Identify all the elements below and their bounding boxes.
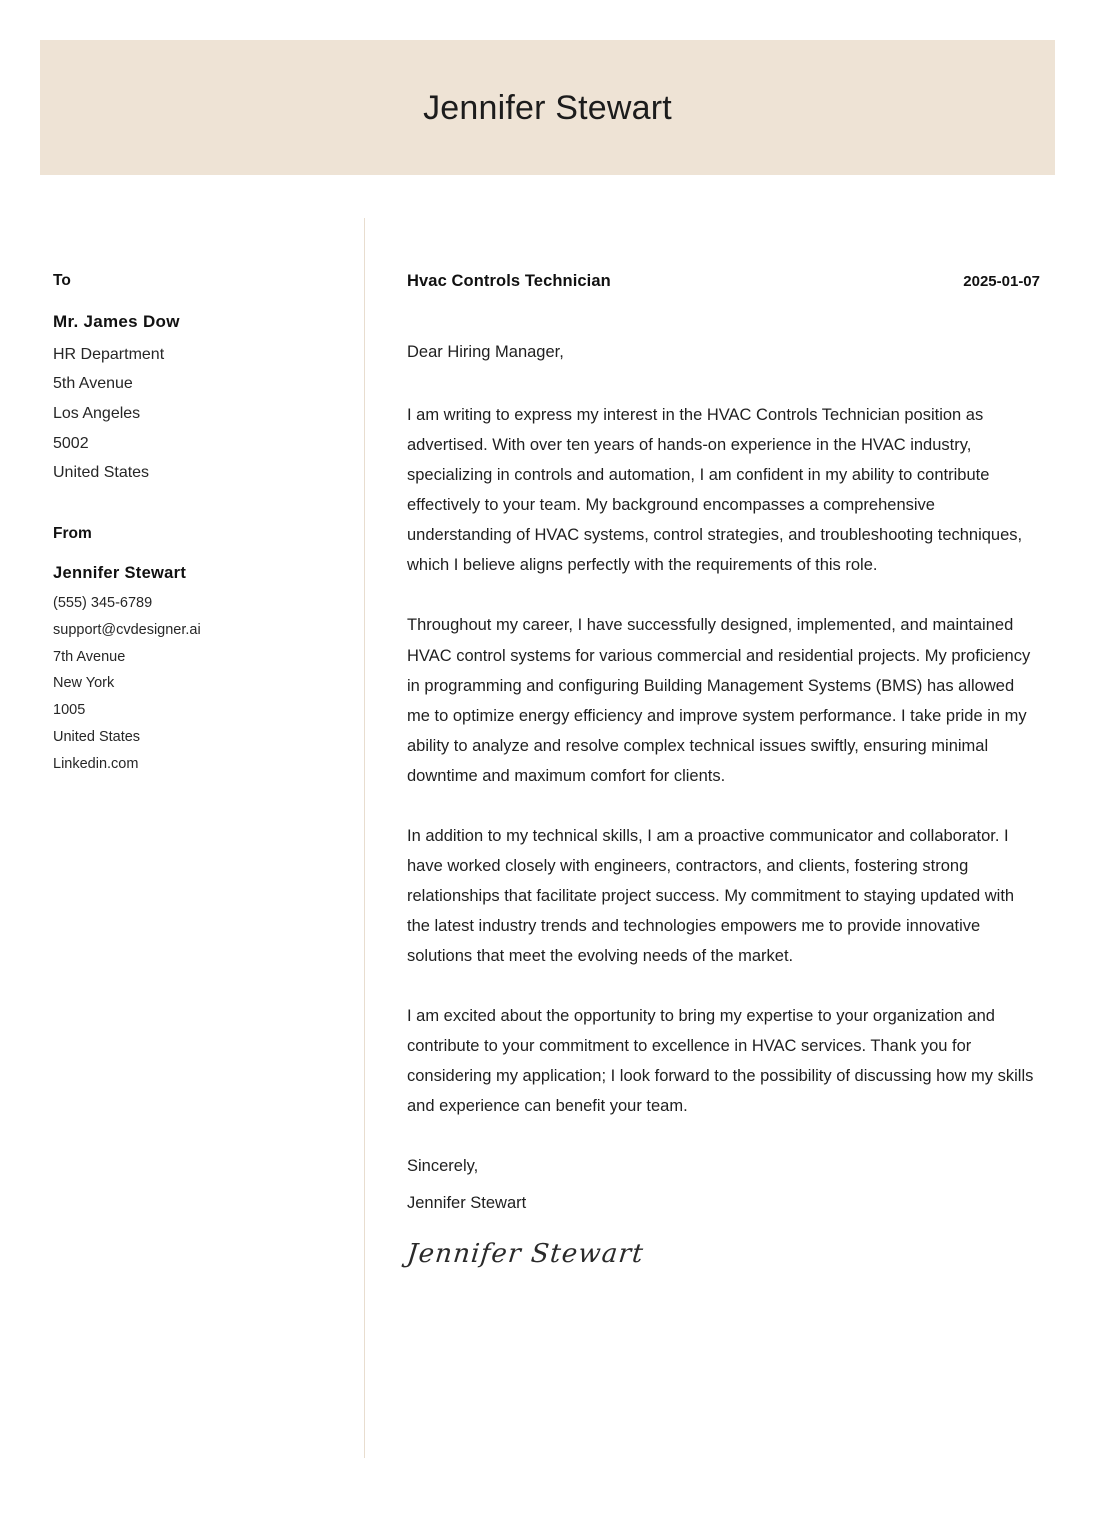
from-label: From: [53, 524, 92, 542]
sender-website: Linkedin.com: [53, 755, 139, 772]
recipient-line: 5002: [53, 434, 89, 452]
to-label: To: [53, 272, 71, 289]
letter-paragraph: I am writing to express my interest in the HVAC Controls Technician position as advertised. With over ten years of hands-on experience in the HVAC industry, specializing in controls and automation, I am confident in my ability to contribute effectively to your team. My background encompasses a comprehensive understanding of HVAC systems, control strategies, and troubleshooting techniques, which I believe aligns perfectly with the requirements of this role.: [407, 406, 1023, 575]
letter-date: 2025-01-07: [963, 273, 1040, 290]
recipient-line: HR Department: [53, 345, 165, 363]
job-title: Hvac Controls Technician: [407, 272, 611, 290]
salutation: Dear Hiring Manager,: [407, 343, 564, 361]
sender-email: support@cvdesigner.ai: [53, 621, 201, 638]
sender-line: 7th Avenue: [53, 648, 126, 665]
sender-line: New York: [53, 675, 115, 692]
letter-body: [407, 272, 1040, 1268]
recipient-line: 5th Avenue: [53, 375, 133, 393]
sidebar: [53, 272, 343, 778]
closing-phrase: Sincerely,: [407, 1156, 479, 1175]
letter-paragraph: Throughout my career, I have successfully designed, implemented, and maintained HVAC control systems for various commercial and residential projects. My proficiency in programming and configuring Building Management Systems (BMS) has allowed me to optimize energy efficiency and improve system performance. I take pride in my ability to analyze and resolve complex technical issues swiftly, ensuring minimal downtime and maximum comfort for clients.: [407, 616, 1031, 785]
recipient-block: [53, 272, 343, 488]
recipient-name: Mr. James Dow: [53, 311, 180, 331]
sender-phone: (555) 345-6789: [53, 595, 153, 612]
recipient-line: Los Angeles: [53, 405, 141, 423]
sender-name: Jennifer Stewart: [53, 564, 187, 583]
recipient-line: United States: [53, 464, 150, 482]
signature: Jennifer Stewart: [405, 1238, 646, 1269]
header-band: [40, 40, 1055, 175]
letter-paragraph: In addition to my technical skills, I am a proactive communicator and collaborator. I have worked closely with engineers, contractors, and clients, fostering strong relationships that facilitate project success. My commitment to staying updated with the latest industry trends and technologies empowers me to provide innovative solutions that meet the evolving needs of the market.: [407, 826, 1015, 965]
letter-header-row: [407, 272, 1040, 291]
sender-block: [53, 525, 343, 778]
page-title: Jennifer Stewart: [423, 88, 672, 127]
column-divider: [364, 218, 365, 1458]
letter-paragraph: I am excited about the opportunity to bring my expertise to your organization and contribute to your commitment to excellence in HVAC services. Thank you for considering my application; I look forward to the possibility of discussing how my skills and experience can benefit your team.: [407, 1006, 1034, 1115]
closing-name: Jennifer Stewart: [407, 1193, 527, 1212]
sender-line: 1005: [53, 702, 86, 719]
sender-line: United States: [53, 729, 141, 746]
